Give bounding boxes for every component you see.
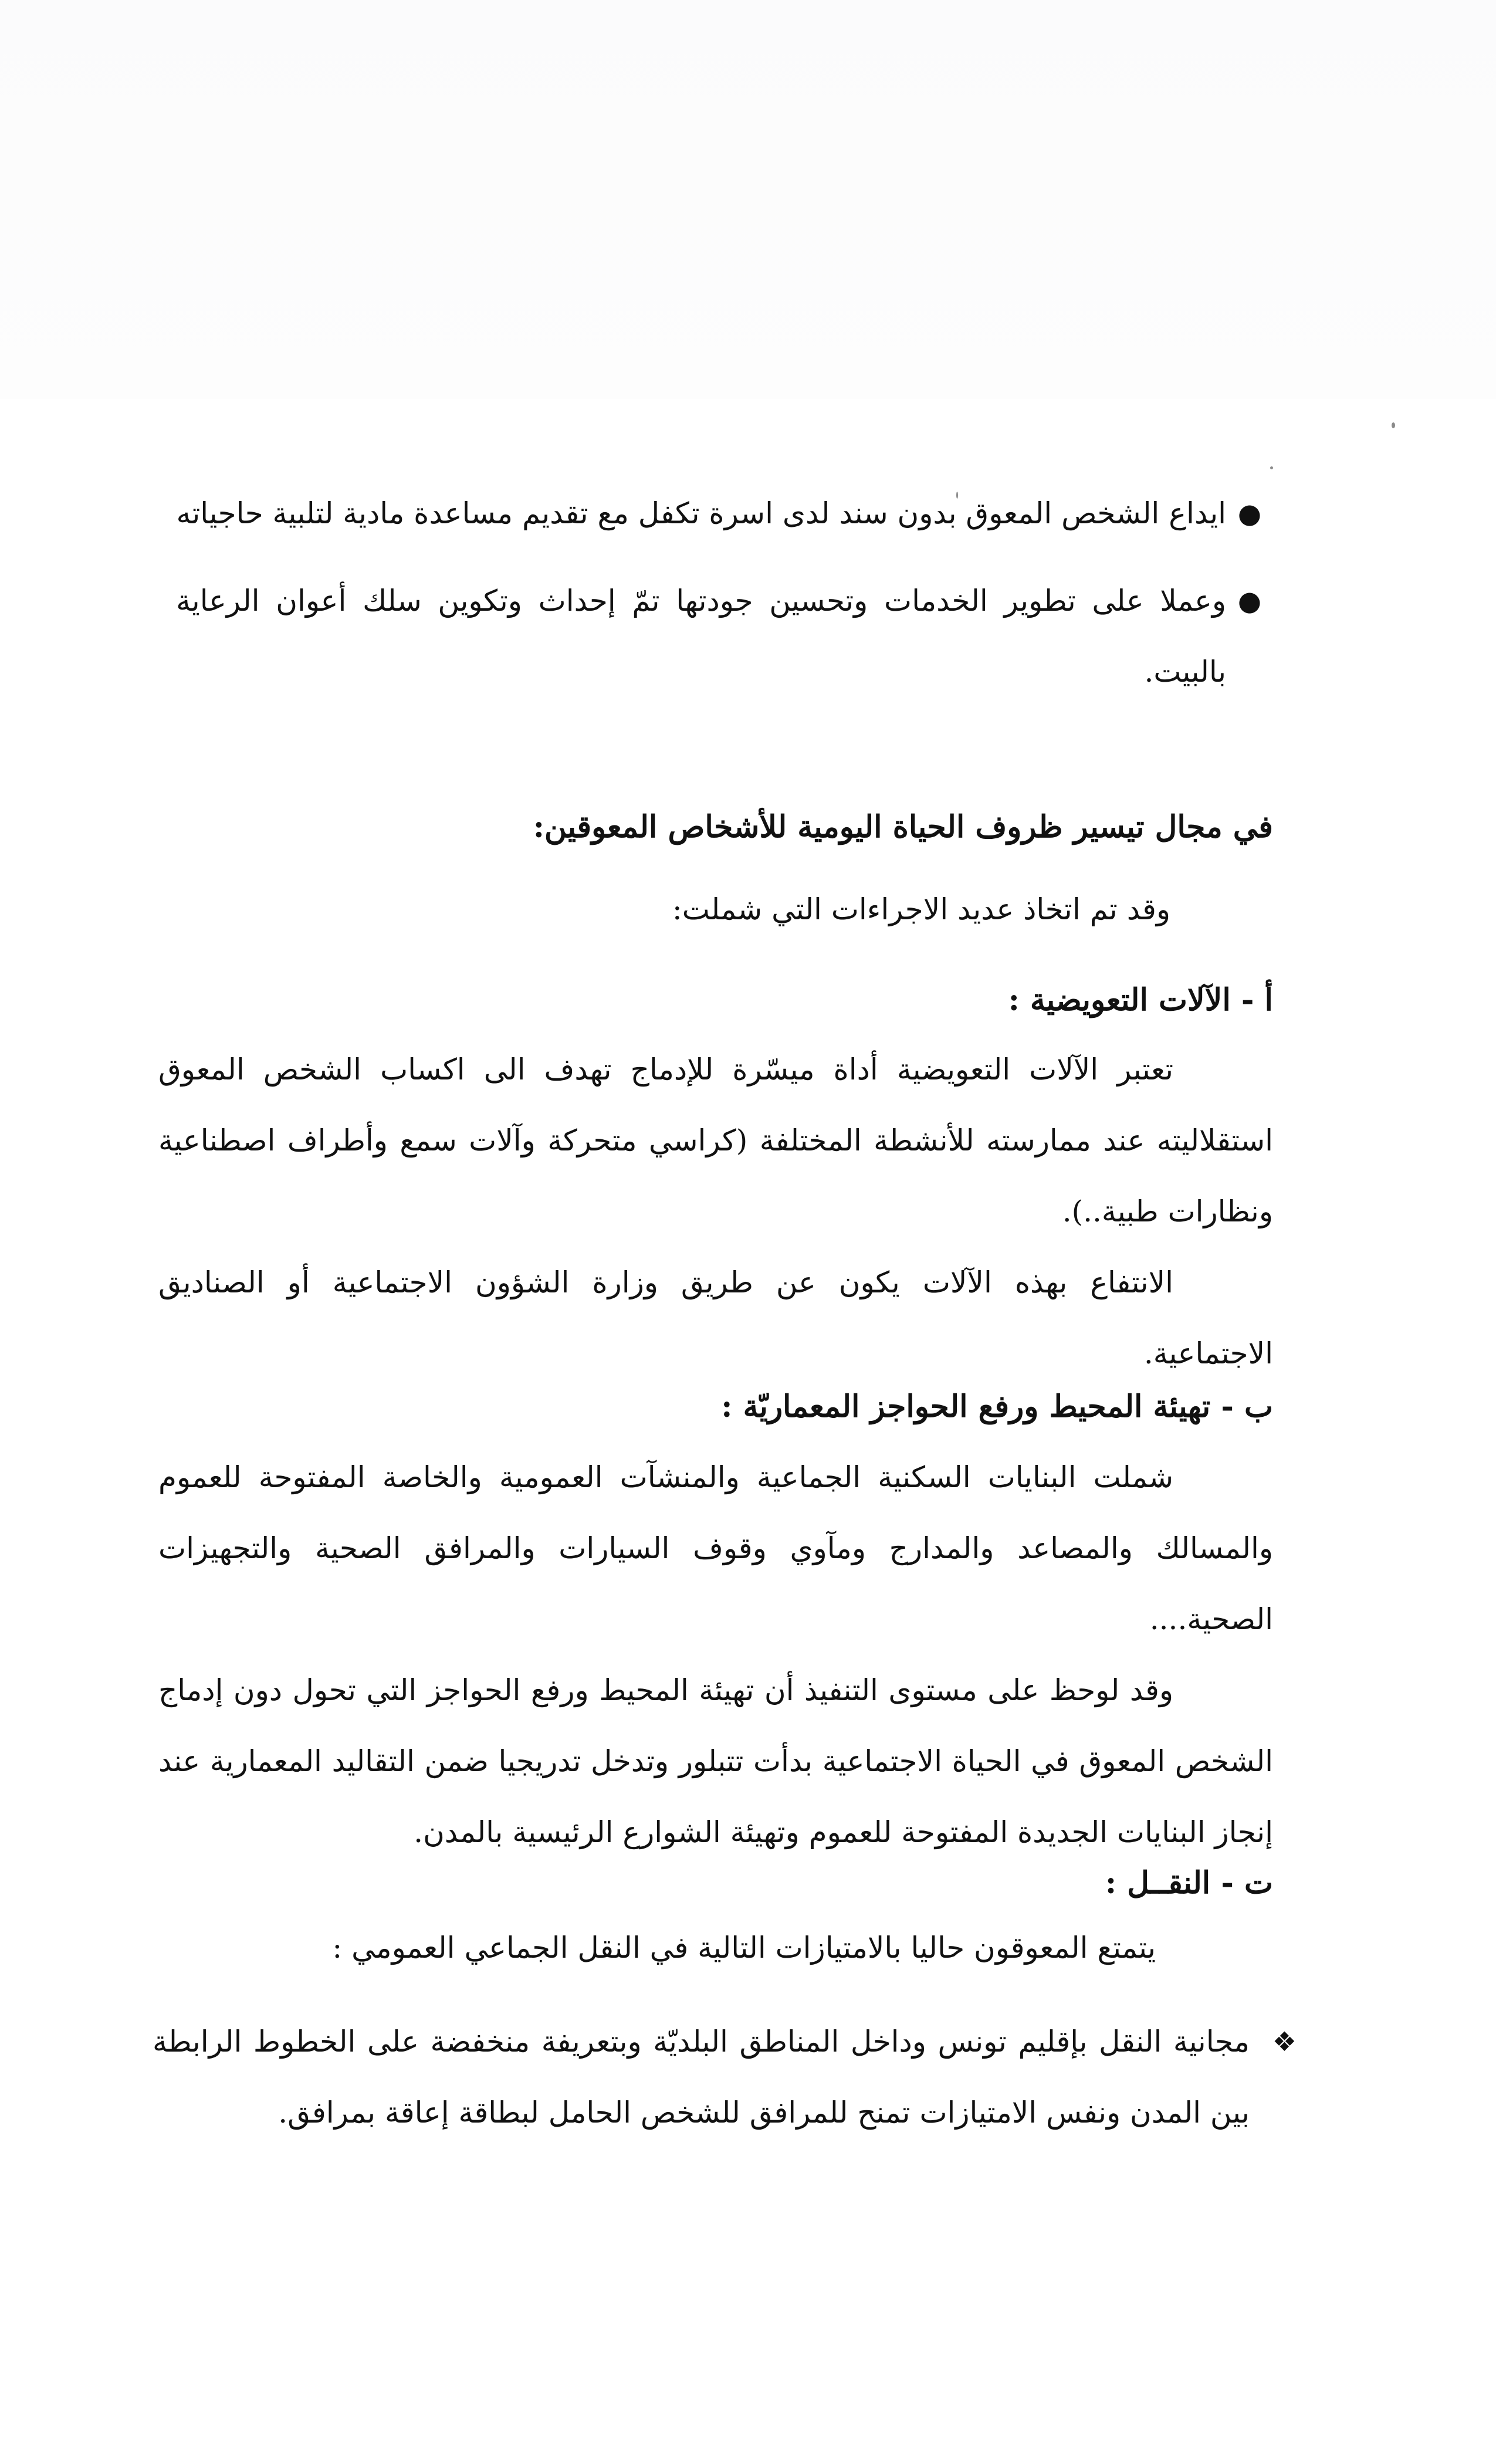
section-heading: في مجال تيسير ظروف الحياة اليومية للأشخاص المعوقين: [533,809,1273,845]
subsection-a-paragraph-1: تعتبر الآلات التعويضية أداة ميسّرة للإدماج تهدف الى اكساب الشخص المعوق استقلاليته عند ممارسته للأنشطة المختلفة (كراسي متحركة وآلات سمع وأطراف اصطناعية ونظارات طبية..). [158,1052,1273,1228]
subsection-c-intro: يتمتع المعوقون حاليا بالامتيازات التالية في النقل الجماعي العمومي : [332,1931,1156,1965]
bullet-marker: ● [1237,497,1261,529]
scan-speck [1392,422,1395,428]
subsection-a-paragraph-2: الانتفاع بهذه الآلات يكون عن طريق وزارة الشؤون الاجتماعية أو الصناديق الاجتماعية. [158,1265,1273,1370]
subsection-a [158,977,1273,1389]
list-item [176,478,1267,549]
scan-speck [1270,466,1273,469]
list-item-text: ايداع الشخص المعوق بدون سند لدى اسرة تكفل مع تقديم مساعدة مادية لتلبية حاجياته [176,496,1226,530]
list-item-text: مجانية النقل بإقليم تونس وداخل المناطق البلديّة وبتعريفة منخفضة على الخطوط الرابطة بين المدن ونفس الامتيازات تمنح للمرافق للشخص الحامل لبطاقة إعاقة بمرافق. [153,2025,1250,2130]
list-item-text: وعملا على تطوير الخدمات وتحسين جودتها تمّ إحداث وتكوين سلك أعوان الرعاية بالبيت. [176,584,1226,689]
subsection-a-heading: أ - الآلات التعويضية : [1008,982,1273,1018]
list-item [153,2006,1302,2148]
subsection-b-paragraph-2: وقد لوحظ على مستوى التنفيذ أن تهيئة المحيط ورفع الحواجز التي تحول دون إدماج الشخص المعوق في الحياة الاجتماعية بدأت تتبلور وتدخل تدريجيا ضمن التقاليد المعمارية عند إنجاز البنايات الجديدة المفتوحة للعموم وتهيئة الشوارع الرئيسية بالمدن. [158,1673,1273,1849]
subsection-b [158,1383,1273,1868]
top-bullet-list [176,478,1267,708]
intro-text: وقد تم اتخاذ عديد الاجراءات التي شملت: [672,892,1170,926]
subsection-b-paragraph-1: شملت البنايات السكنية الجماعية والمنشآت العمومية والخاصة المفتوحة للعموم والمسالك والمصاعد والمدارج ومآوي وقوف السيارات والمرافق الصحية والتجهيزات الصحية.... [158,1460,1273,1636]
scan-blank-area [0,0,1496,399]
diamond-bullet-icon: ❖ [1272,2026,1297,2057]
intro-block [158,886,1273,933]
subsection-b-heading: ب - تهيئة المحيط ورفع الحواجز المعماريّة : [721,1389,1273,1424]
subsection-c-heading: ت - النقــل : [1105,1865,1273,1901]
subsection-c-bullet-list [153,2006,1302,2148]
list-item [176,566,1267,708]
section-heading-block [158,804,1273,851]
subsection-c [158,1860,1273,1984]
bullet-marker: ● [1237,585,1261,617]
